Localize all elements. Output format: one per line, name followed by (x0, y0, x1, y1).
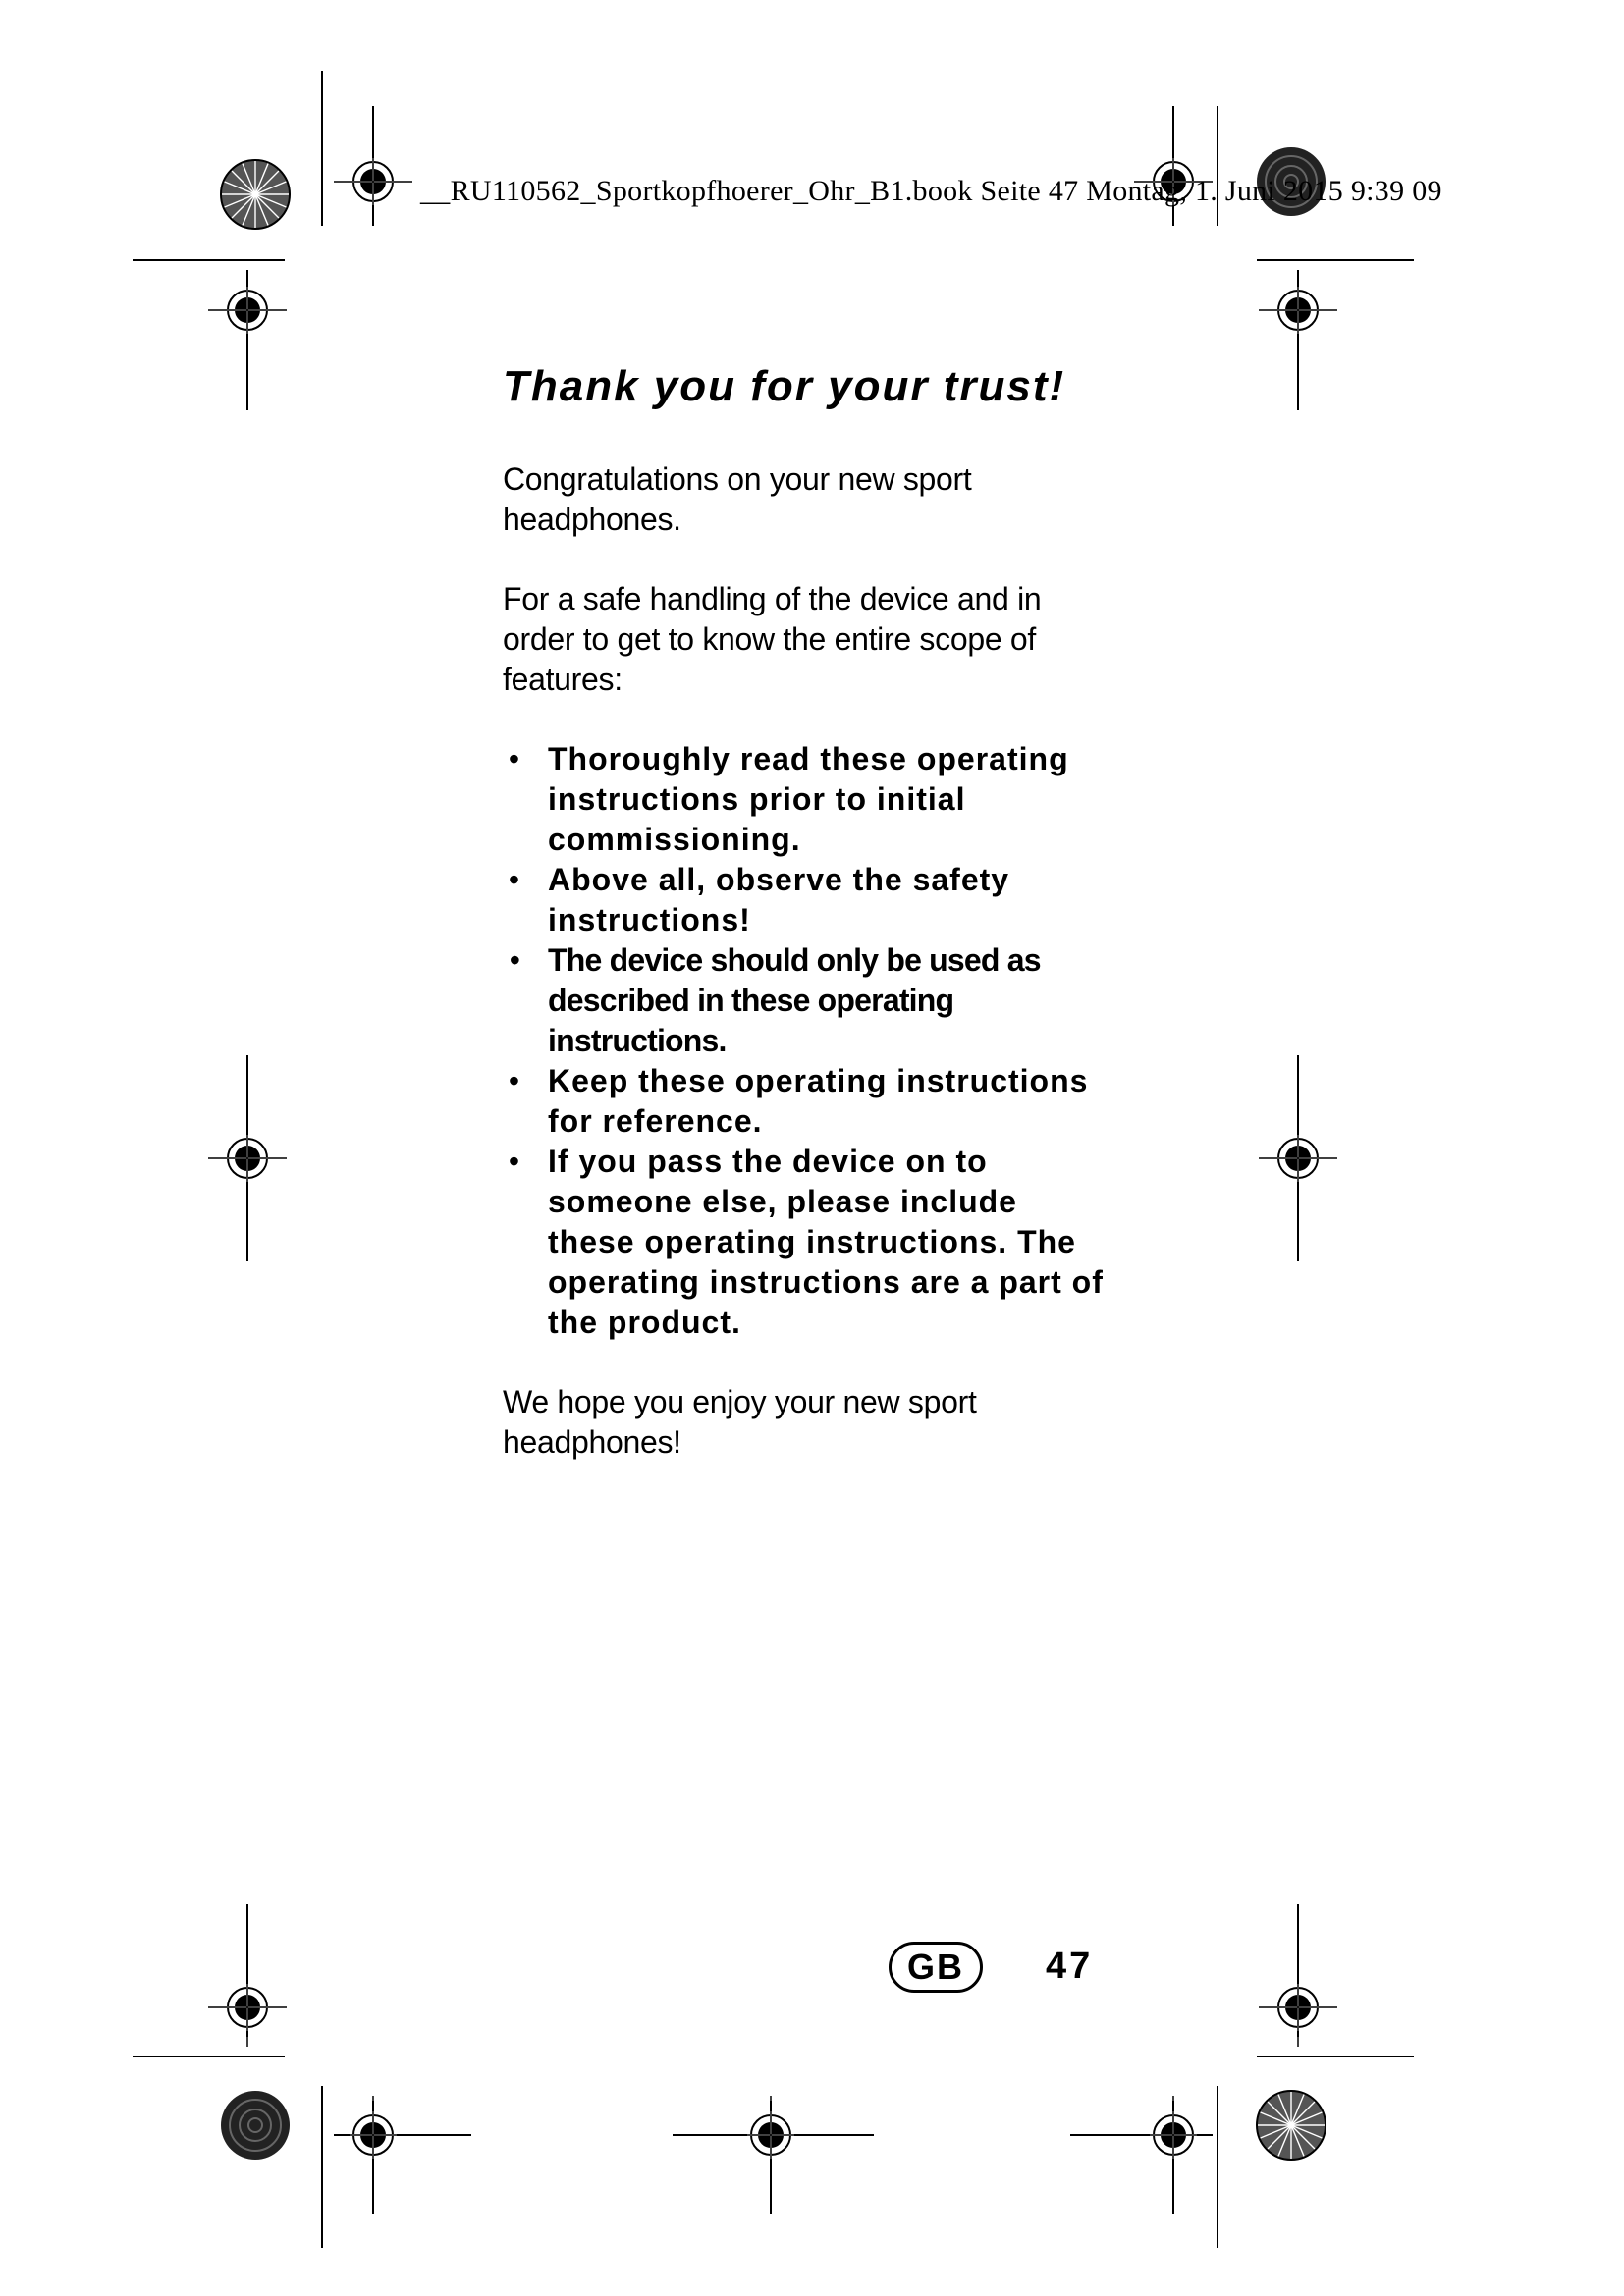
list-item-text: Thoroughly read these operating instructions prior to initial commissioning. (548, 741, 1069, 858)
closing-paragraph: We hope you enjoy your new sport headphones! (503, 1384, 977, 1461)
list-item-text: Above all, observe the safety instructions! (548, 862, 1010, 938)
list-item (503, 860, 1111, 940)
list-item (503, 1061, 1111, 1142)
page-title: Thank you for your trust! (503, 362, 1066, 410)
intro-paragraph: Congratulations on your new sport headphones. (503, 461, 972, 538)
country-code-badge: GB (889, 1942, 983, 1993)
bullet-icon: • (509, 942, 520, 979)
bullet-icon: • (508, 862, 521, 898)
list-item (503, 940, 1111, 1061)
list-item (503, 739, 1111, 860)
bullet-icon: • (508, 1144, 521, 1180)
instruction-list (503, 739, 1111, 1343)
bullet-icon: • (508, 1063, 521, 1099)
print-slug-header: __RU110562_Sportkopfhoerer_Ohr_B1.book Seite 47 Montag, 1. Juni 2015 9:39 09 (420, 175, 1442, 207)
list-item-text: If you pass the device on to someone else, please include these operating instructions. The operating instructions are a part of the product. (548, 1144, 1104, 1341)
lead-paragraph: For a safe handling of the device and in order to get to know the entire scope of features: (503, 581, 1042, 698)
page-number: 47 (1046, 1946, 1094, 1987)
bullet-icon: • (508, 741, 521, 777)
list-item-text: Keep these operating instructions for reference. (548, 1063, 1089, 1140)
main-content (503, 363, 1111, 1502)
list-item (503, 1142, 1111, 1343)
list-item-text: The device should only be used as described in these operating instructions. (548, 942, 1041, 1059)
